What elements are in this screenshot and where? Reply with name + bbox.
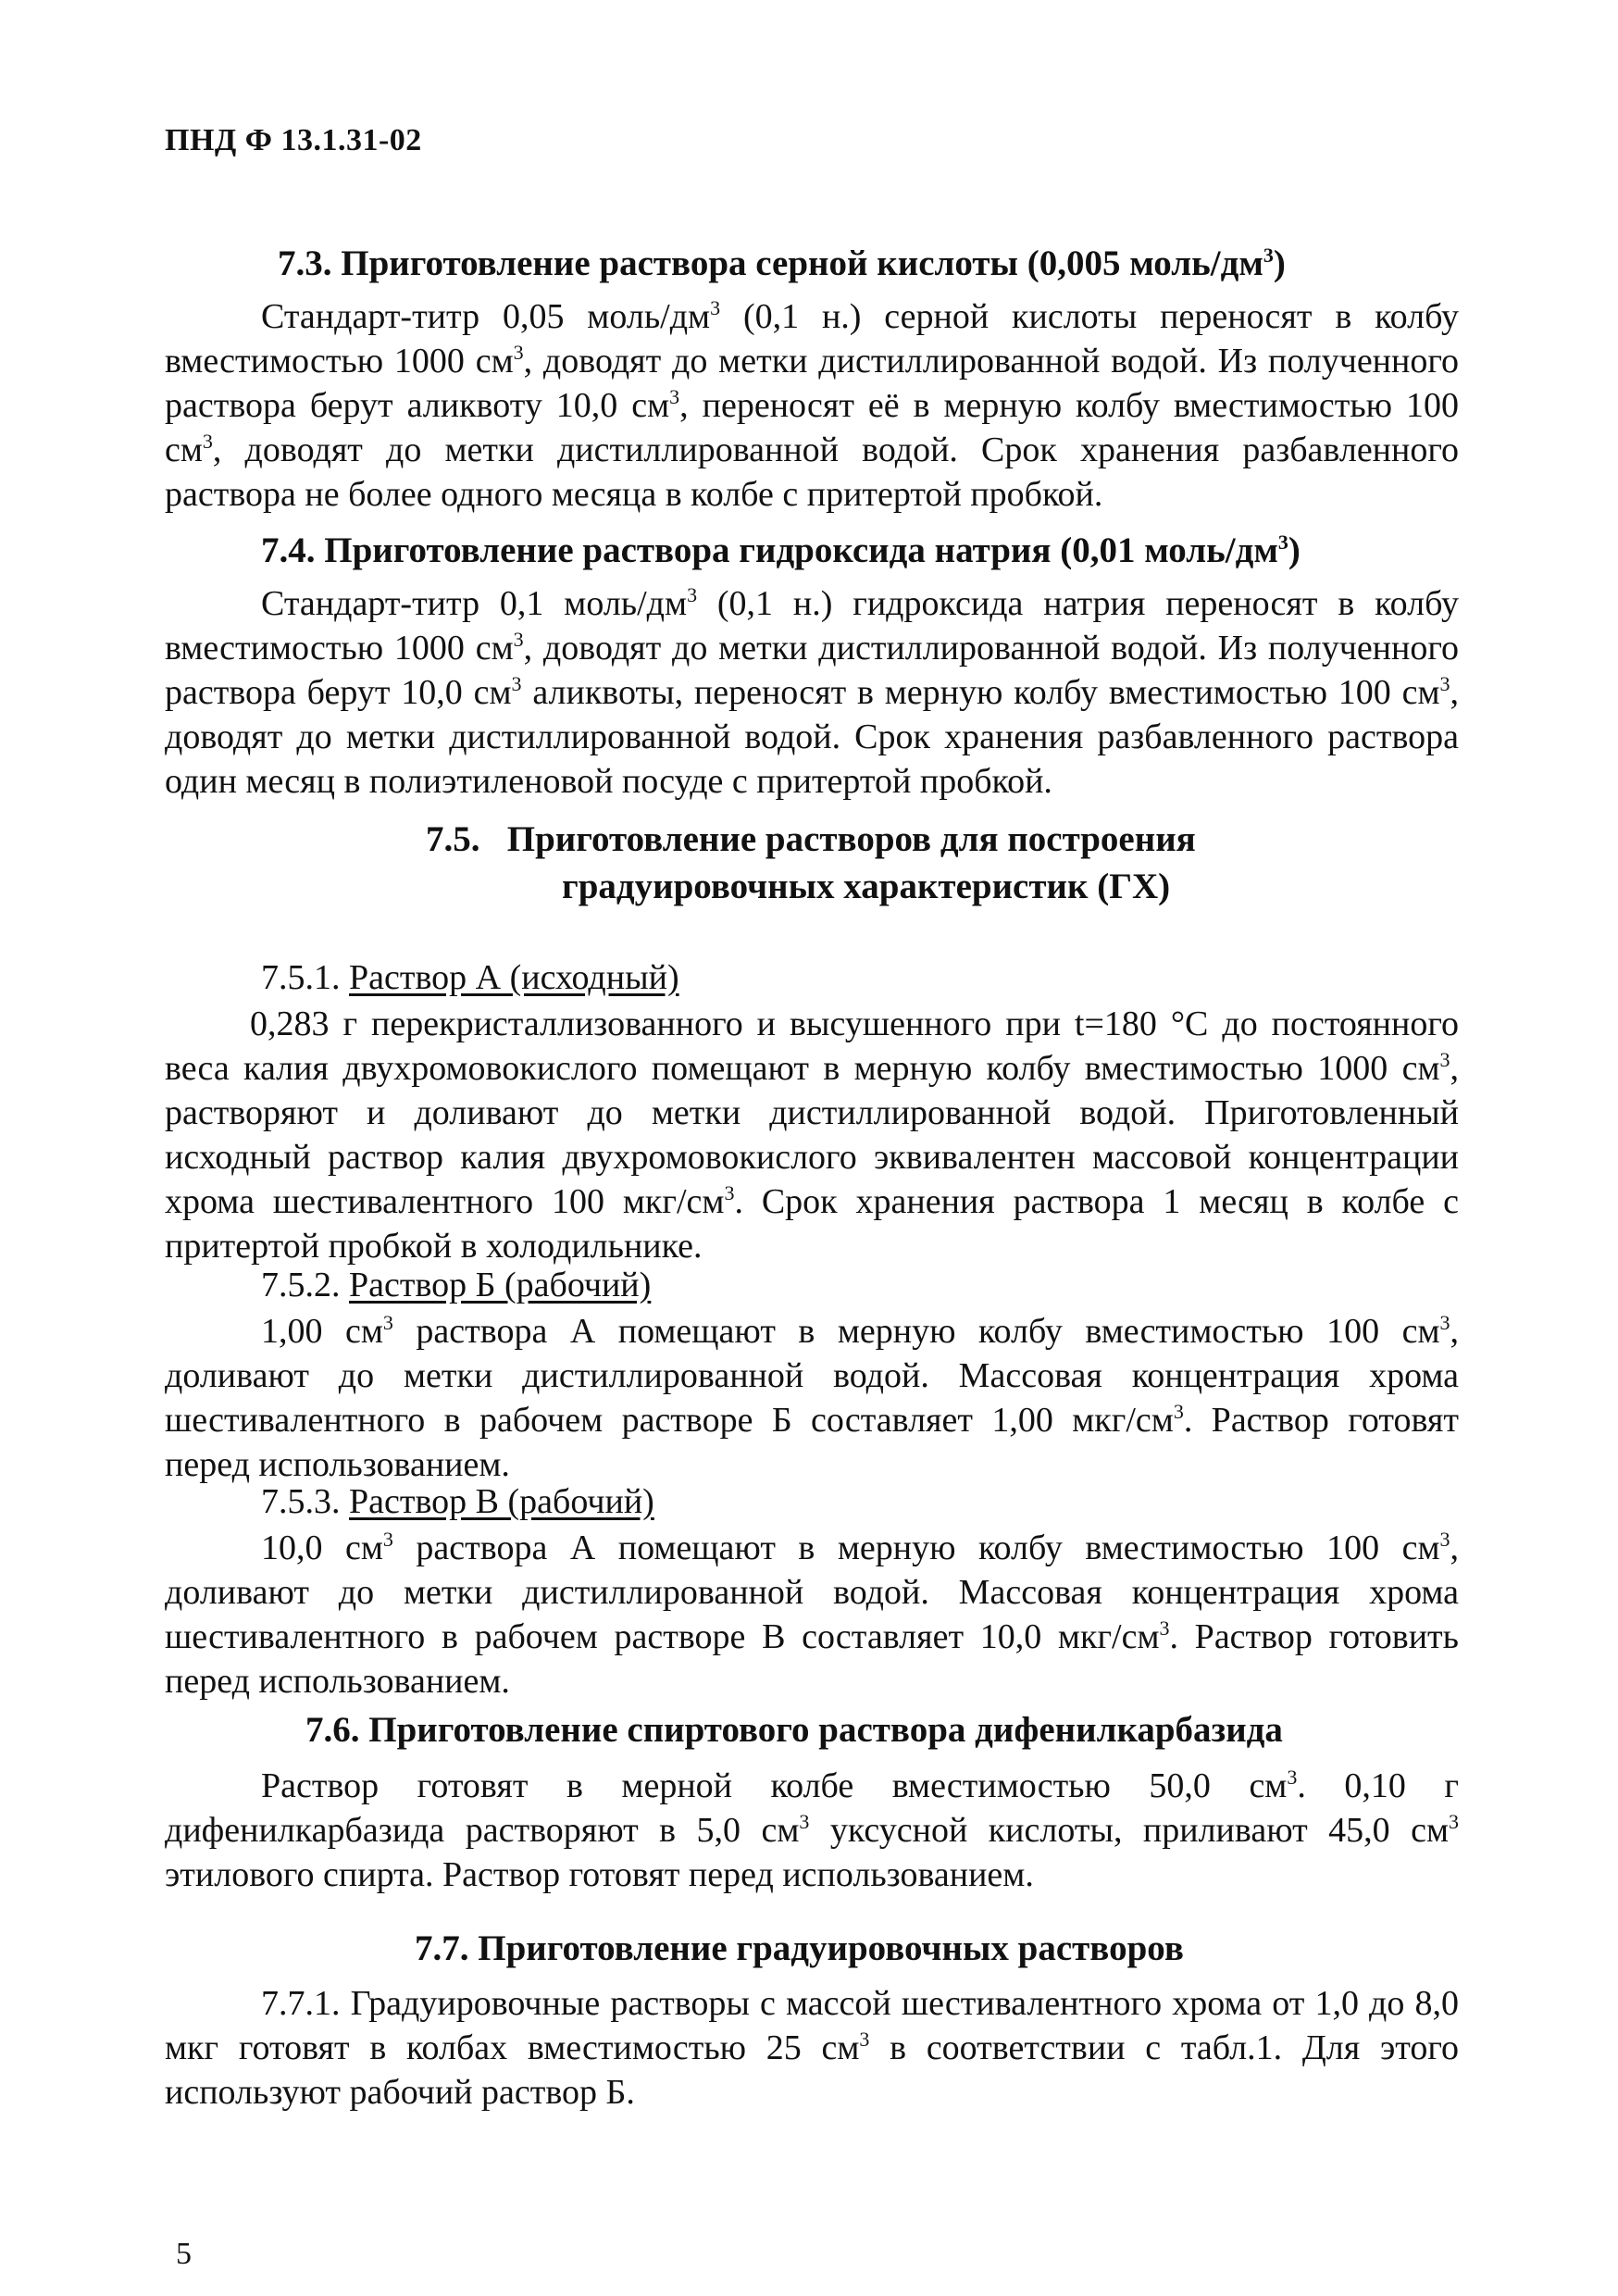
section-7-4-body: Стандарт-титр 0,1 моль/$дм^3$ (0,1 н.) гидроксида натрия переносят в колбу вместимостью 1000 $см^3$, доводят до метки дистиллированной водой. Из полученного раствора берут 10,0 $см^3$ аликвоты, переносят в мерную колбу вместимостью 100 $см^3$, доводят до метки дистиллированной водой. Срок хранения разбавленного раствора один месяц в полиэтиленовой посуде с притертой пробкой. [165, 583, 1460, 801]
section-7-5-heading-line2: градуировочных характеристик (ГХ) [562, 867, 1171, 906]
page-number: 5 [176, 2237, 192, 2271]
section-7-5-heading-line1: 7.5. Приготовление растворов для построения [426, 819, 1196, 859]
section-7-5-3-title: 7.5.3. Раствор В (рабочий) [261, 1482, 654, 1521]
section-7-7-heading: 7.7. Приготовление градуировочных растворов [415, 1928, 1184, 1968]
section-7-6-heading: 7.6. Приготовление спиртового раствора дифенилкарбазида [305, 1710, 1283, 1750]
section-7-5-2-title: 7.5.2. Раствор Б (рабочий) [261, 1266, 652, 1304]
section-7-5-1-body: 0,283 г перекристаллизованного и высушенного при t=180 °С до постоянного веса калия двухромовокислого помещают в мерную колбу вместимостью 1000 $см^3$, растворяют и доливают до метки дистиллированной водой. Приготовленный исходный раствор калия двухромовокислого эквивалентен массовой концентрации хрома шестивалентного 100 мкг/$см^3$. Срок хранения раствора 1 месяц в колбе с притертой пробкой в холодильнике. [165, 1004, 1459, 1266]
section-7-6-body: Раствор готовят в мерной колбе вместимостью 50,0 $см^3$. 0,10 г дифенилкарбазида растворяют в 5,0 $см^3$ уксусной кислоты, приливают 45,0 $см^3$ этилового спирта. Раствор готовят перед использованием. [165, 1766, 1459, 1894]
section-7-5-3-body: 10,0 $см^3$ раствора А помещают в мерную колбу вместимостью 100 $см^3$, доливают до метки дистиллированной водой. Массовая концентрация хрома шестивалентного в рабочем растворе В составляет 10,0 мкг/$см^3$. Раствор готовить перед использованием. [165, 1528, 1459, 1701]
document-code-header: ПНД Ф 13.1.31-02 [165, 123, 422, 157]
section-7-5-2-body: 1,00 $см^3$ раствора А помещают в мерную колбу вместимостью 100 $см^3$, доливают до метки дистиллированной водой. Массовая концентрация хрома шестивалентного в рабочем растворе Б составляет 1,00 мкг/$см^3$. Раствор готовят перед использованием. [165, 1311, 1459, 1484]
section-7-3-body: Стандарт-титр 0,05 моль/$дм^3$ (0,1 н.) серной кислоты переносят в колбу вместимостью 1000 $см^3$, доводят до метки дистиллированной водой. Из полученного раствора берут аликвоту 10,0 $см^3$, переносят её в мерную колбу вместимостью 100 $см^3$, доводят до метки дистиллированной водой. Срок хранения разбавленного раствора не более одного месяца в колбе с притертой пробкой. [165, 296, 1459, 514]
section-7-5-1-title: 7.5.1. Раствор А (исходный) [261, 958, 679, 997]
section-7-7-body: 7.7.1. Градуировочные растворы с массой шестивалентного хрома от 1,0 до 8,0 мкг готовят в колбах вместимостью 25 $см^3$ в соответствии с табл.1. Для этого используют рабочий раствор Б. [165, 1984, 1460, 2112]
section-7-3-heading: 7.3. Приготовление раствора серной кислоты (0,005 моль/$дм^3$) [278, 243, 1286, 283]
section-7-4-heading: 7.4. Приготовление раствора гидроксида натрия (0,01 моль/$дм^3$) [261, 530, 1301, 570]
